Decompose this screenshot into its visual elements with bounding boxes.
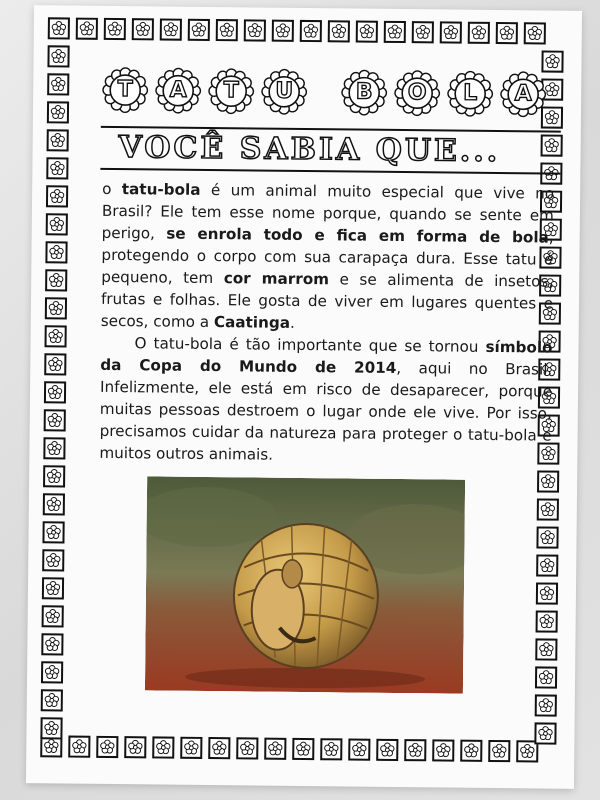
flower-icon <box>536 526 558 548</box>
flower-icon <box>535 638 557 660</box>
flower-icon <box>412 21 434 43</box>
flower-icon <box>300 20 322 42</box>
title-letter-text: T <box>223 78 239 104</box>
flower-icon <box>536 582 558 604</box>
flower-icon <box>45 241 67 263</box>
flower-icon <box>41 661 63 683</box>
text-run: , aqui no Brasil. Infelizmente, ele está em risco de desaparecer, porque muitas pessoas destroem o lugar onde ele vive. Por isso, precisamos cuidar da natureza para proteger o tatu-bola e muitos outros animais. <box>99 358 553 464</box>
flower-icon <box>440 21 462 43</box>
flower-icon <box>46 185 68 207</box>
flower-icon <box>45 269 67 291</box>
worksheet-page <box>26 5 582 789</box>
flower-icon <box>272 20 294 42</box>
title-letter <box>154 66 203 115</box>
flower-icon <box>180 737 202 759</box>
flower-icon <box>468 22 490 44</box>
bold-text: Caatinga <box>213 313 291 332</box>
title-letter-text: A <box>169 77 187 103</box>
flower-icon <box>44 353 66 375</box>
title-letter-text: L <box>463 80 478 106</box>
flower-icon <box>42 549 64 571</box>
flower-icon <box>160 18 182 40</box>
flower-icon <box>43 437 65 459</box>
title-letter <box>101 66 150 115</box>
flower-icon <box>124 736 146 758</box>
flower-icon <box>404 739 426 761</box>
title-tatu-bola <box>101 66 552 125</box>
title-letter <box>393 69 442 118</box>
flower-icon <box>40 717 62 739</box>
flower-icon <box>188 19 210 41</box>
flower-icon <box>132 18 154 40</box>
paragraph-1 <box>101 178 555 337</box>
flower-icon <box>328 20 350 42</box>
flower-icon <box>45 297 67 319</box>
flower-icon <box>356 21 378 43</box>
flower-icon <box>216 19 238 41</box>
flower-icon <box>43 493 65 515</box>
flower-icon <box>208 737 230 759</box>
bold-text: tatu-bola <box>121 180 201 199</box>
text-run: é um animal muito especial que vive no Brasil? Ele tem esse nome porque, quando se sente em perigo, <box>101 180 555 243</box>
flower-icon <box>152 736 174 758</box>
flower-icon <box>47 45 69 67</box>
flower-icon <box>42 577 64 599</box>
flower-icon <box>264 738 286 760</box>
title-letter-text: T <box>117 77 133 103</box>
flower-icon <box>537 498 559 520</box>
flower-icon <box>541 50 563 72</box>
title-letter <box>207 67 256 116</box>
flower-icon <box>244 19 266 41</box>
flower-icon <box>488 740 510 762</box>
banner-title: VOCÊ SABIA QUE... <box>118 130 501 170</box>
title-letter <box>446 69 495 118</box>
flower-icon <box>384 21 406 43</box>
text-run: . <box>289 313 295 332</box>
title-letter-text: O <box>407 80 427 106</box>
flower-icon <box>537 470 559 492</box>
text-run: e se alimenta de insetos, frutas e folhas. Ele gosta de viver em lugares quentes e secos, como a <box>100 270 554 332</box>
flower-icon <box>47 73 69 95</box>
flower-icon <box>45 325 67 347</box>
flower-icon <box>76 18 98 40</box>
flower-icon <box>104 18 126 40</box>
flower-icon <box>68 736 90 758</box>
flower-icon <box>348 738 370 760</box>
flower-icon <box>41 633 63 655</box>
bold-text: se enrola todo e fica em forma de bola <box>166 224 549 247</box>
title-letter <box>499 70 548 119</box>
bold-text: cor marrom <box>223 269 330 289</box>
flower-icon <box>44 381 66 403</box>
text-run: , protegendo o corpo com sua carapaça dura. Esse tatu é pequeno, tem <box>101 228 554 288</box>
flower-icon <box>46 157 68 179</box>
paragraph-2 <box>99 332 552 469</box>
armadillo-photo <box>145 476 465 693</box>
flower-icon <box>42 605 64 627</box>
flower-icon <box>460 740 482 762</box>
section-banner <box>100 126 560 175</box>
title-letter-text: U <box>275 78 294 104</box>
flower-icon <box>320 738 342 760</box>
title-letter <box>260 68 309 117</box>
bold-text: símbolo da Copa do Mundo de 2014 <box>100 337 553 377</box>
flower-icon <box>48 17 70 39</box>
text-run: o <box>102 179 122 199</box>
flower-icon <box>534 722 556 744</box>
title-letter <box>340 68 389 117</box>
flower-icon <box>496 22 518 44</box>
armadillo-image <box>145 476 465 693</box>
flower-icon <box>536 554 558 576</box>
flower-icon <box>524 22 546 44</box>
flower-icon <box>43 465 65 487</box>
flower-icon <box>535 666 557 688</box>
flower-icon <box>292 738 314 760</box>
flower-icon <box>46 213 68 235</box>
title-letter-text: B <box>355 79 373 105</box>
flower-icon <box>536 610 558 632</box>
flower-icon <box>47 129 69 151</box>
article-text <box>99 178 554 469</box>
title-letter-text: A <box>514 81 532 107</box>
flower-icon <box>42 521 64 543</box>
flower-icon <box>44 409 66 431</box>
flower-icon <box>47 101 69 123</box>
flower-icon <box>535 694 557 716</box>
flower-icon <box>432 739 454 761</box>
flower-icon <box>236 737 258 759</box>
flower-icon <box>376 739 398 761</box>
flower-icon <box>41 689 63 711</box>
flower-icon <box>96 736 118 758</box>
text-run: O tatu-bola é tão importante que se tornou <box>134 334 486 356</box>
